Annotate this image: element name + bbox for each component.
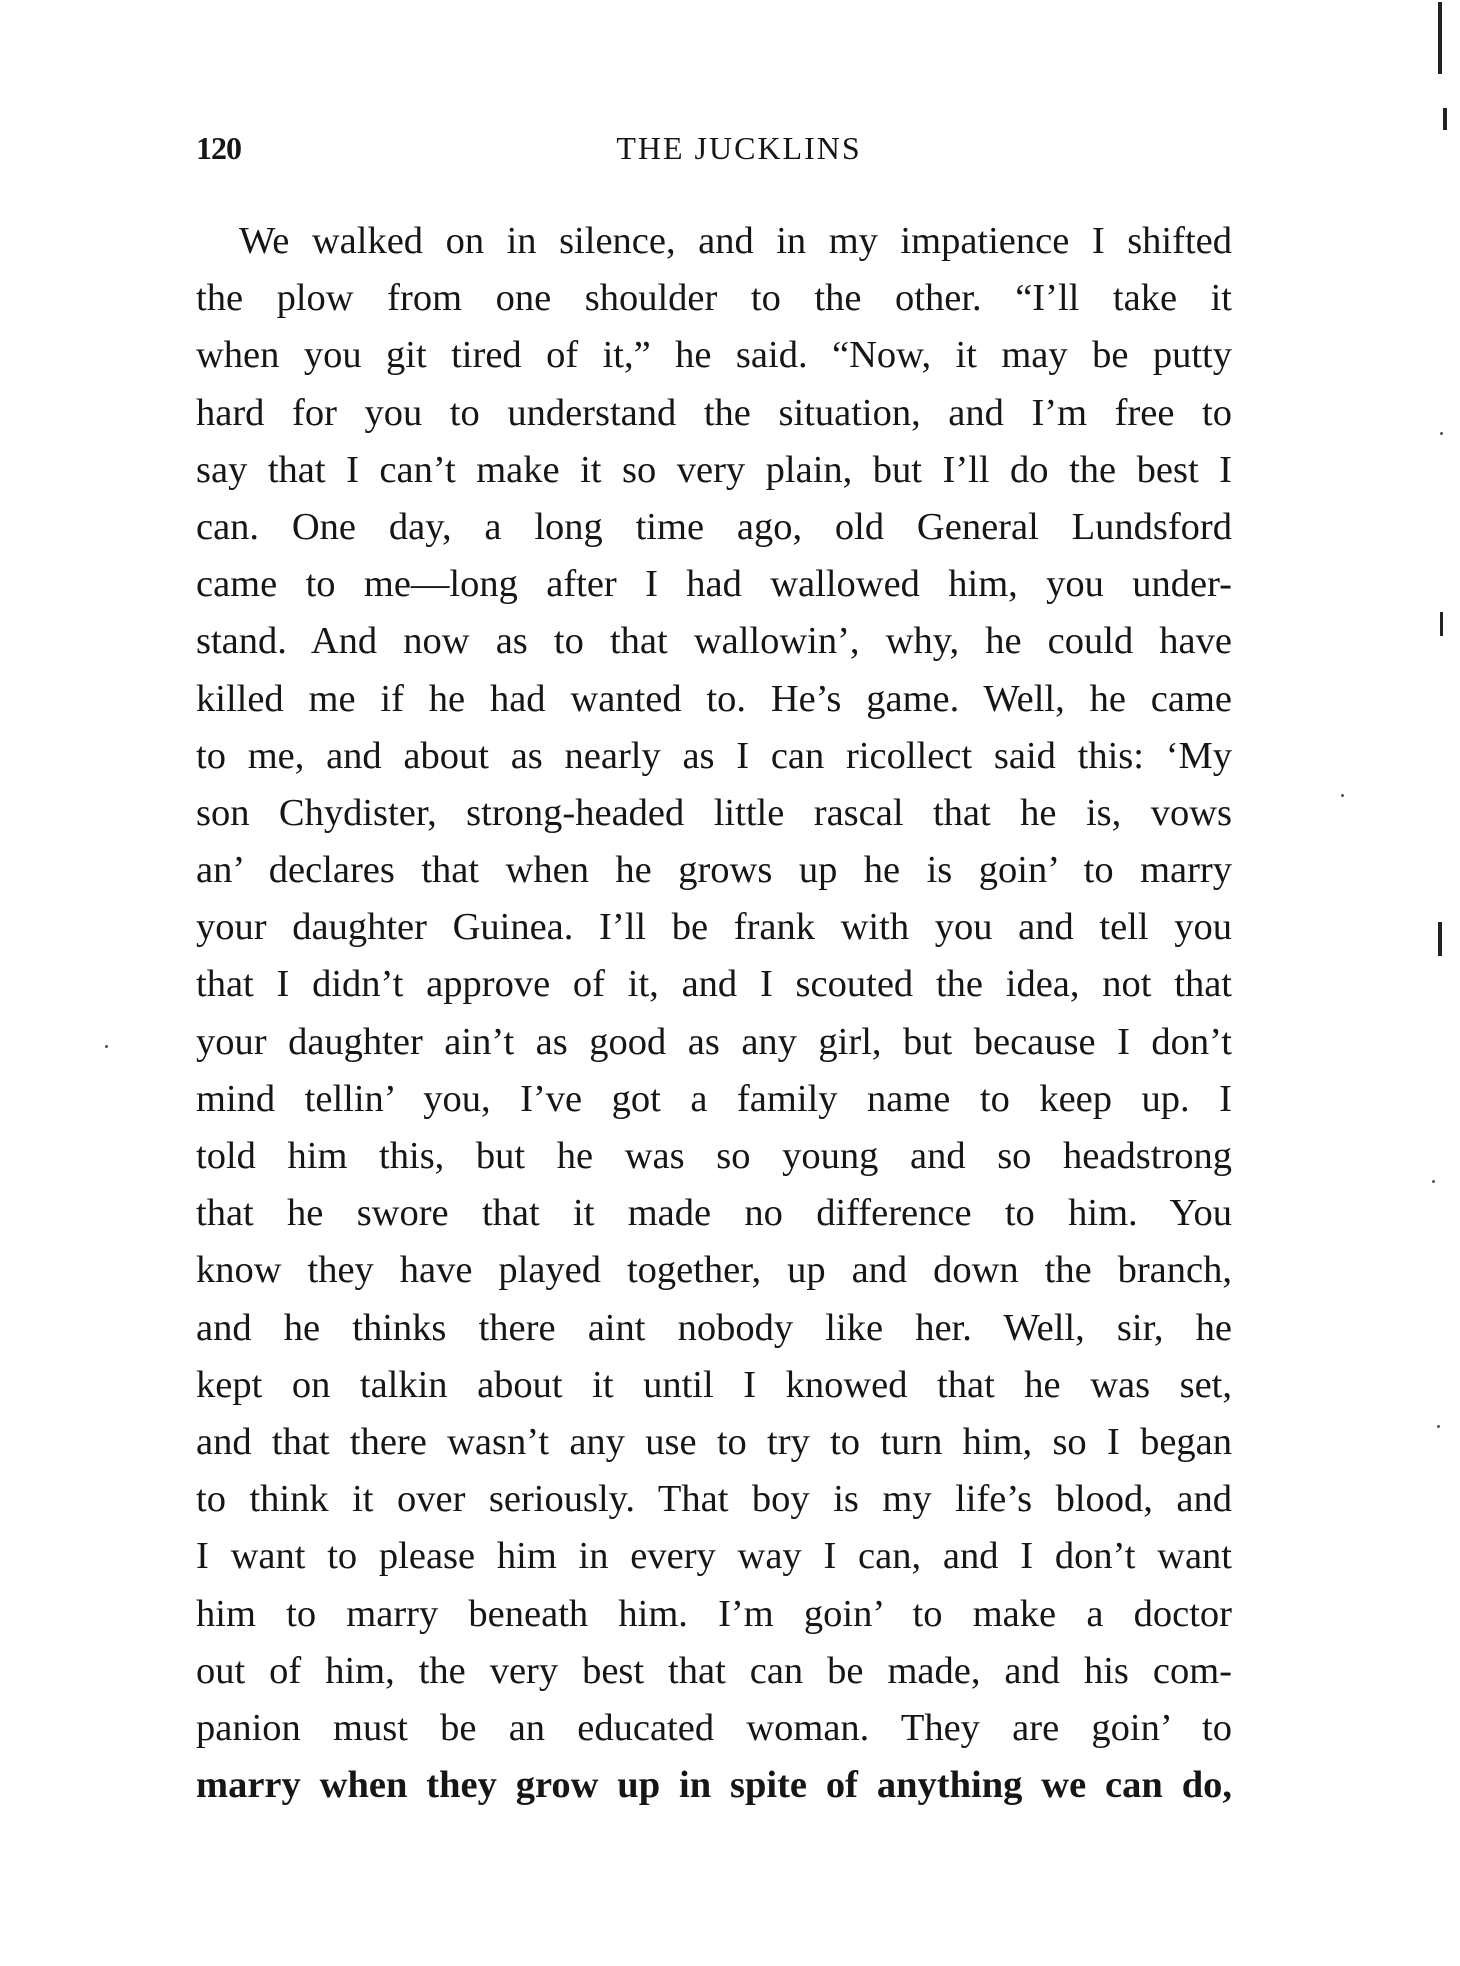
text-line: kept on talkin about it until I knowed that he was set, (196, 1363, 1232, 1406)
text-line: mind tellin’ you, I’ve got a family name to keep up. I (196, 1077, 1232, 1120)
text-line: your daughter ain’t as good as any girl, but because I don’t (196, 1020, 1232, 1063)
text-line: We walked on in silence, and in my impatience I shifted (239, 220, 1232, 262)
text-line: when you git tired of it,” he said. “Now, it may be putty (196, 334, 1232, 377)
scan-speck (1440, 432, 1443, 435)
text-line: I want to please him in every way I can, and I don’t want (196, 1535, 1232, 1578)
scan-artifact-mark (1438, 2, 1442, 74)
text-line: out of him, the very best that can be made, and his com- (196, 1649, 1232, 1692)
text-line: stand. And now as to that wallowin’, why, he could have (196, 620, 1232, 663)
scan-speck (1432, 1180, 1435, 1183)
scan-artifact-mark (1443, 108, 1447, 130)
text-line: and he thinks there aint nobody like her. Well, sir, he (196, 1306, 1232, 1349)
scan-speck (1437, 1425, 1440, 1428)
scan-artifact-mark (1438, 922, 1442, 956)
scan-speck (105, 1045, 108, 1048)
text-line: killed me if he had wanted to. He’s game. Well, he came (196, 677, 1232, 720)
text-line: panion must be an educated woman. They are goin’ to (196, 1706, 1232, 1749)
text-line: that he swore that it made no difference to him. You (196, 1192, 1232, 1235)
running-head (196, 126, 1232, 170)
text-line: to me, and about as nearly as I can ricollect said this: ‘My (196, 734, 1232, 777)
text-line: can. One day, a long time ago, old General Lundsford (196, 505, 1232, 548)
scan-speck (1341, 794, 1344, 797)
text-line: hard for you to understand the situation, and I’m free to (196, 391, 1232, 434)
text-line: your daughter Guinea. I’ll be frank with you and tell you (196, 906, 1232, 949)
body-text (196, 213, 1232, 1814)
text-line: say that I can’t make it so very plain, but I’ll do the best I (196, 448, 1232, 491)
text-line: that I didn’t approve of it, and I scouted the idea, not that (196, 963, 1232, 1006)
text-line: to think it over seriously. That boy is my life’s blood, and (196, 1478, 1232, 1521)
scan-artifact-mark (1440, 612, 1443, 636)
text-line: the plow from one shoulder to the other. “I’ll take it (196, 277, 1232, 320)
text-line: came to me—long after I had wallowed him, you under- (196, 563, 1232, 606)
text-line: told him this, but he was so young and so headstrong (196, 1135, 1232, 1177)
page-number: 120 (196, 130, 241, 166)
text-line: and that there wasn’t any use to try to turn him, so I began (196, 1420, 1232, 1463)
text-line: marry when they grow up in spite of anything we can do, (196, 1764, 1232, 1807)
text-line: know they have played together, up and down the branch, (196, 1249, 1232, 1292)
running-title: THE JUCKLINS (616, 130, 862, 166)
text-line: son Chydister, strong-headed little rascal that he is, vows (196, 791, 1232, 834)
text-line: him to marry beneath him. I’m goin’ to make a doctor (196, 1592, 1232, 1635)
text-line: an’ declares that when he grows up he is goin’ to marry (196, 849, 1232, 892)
